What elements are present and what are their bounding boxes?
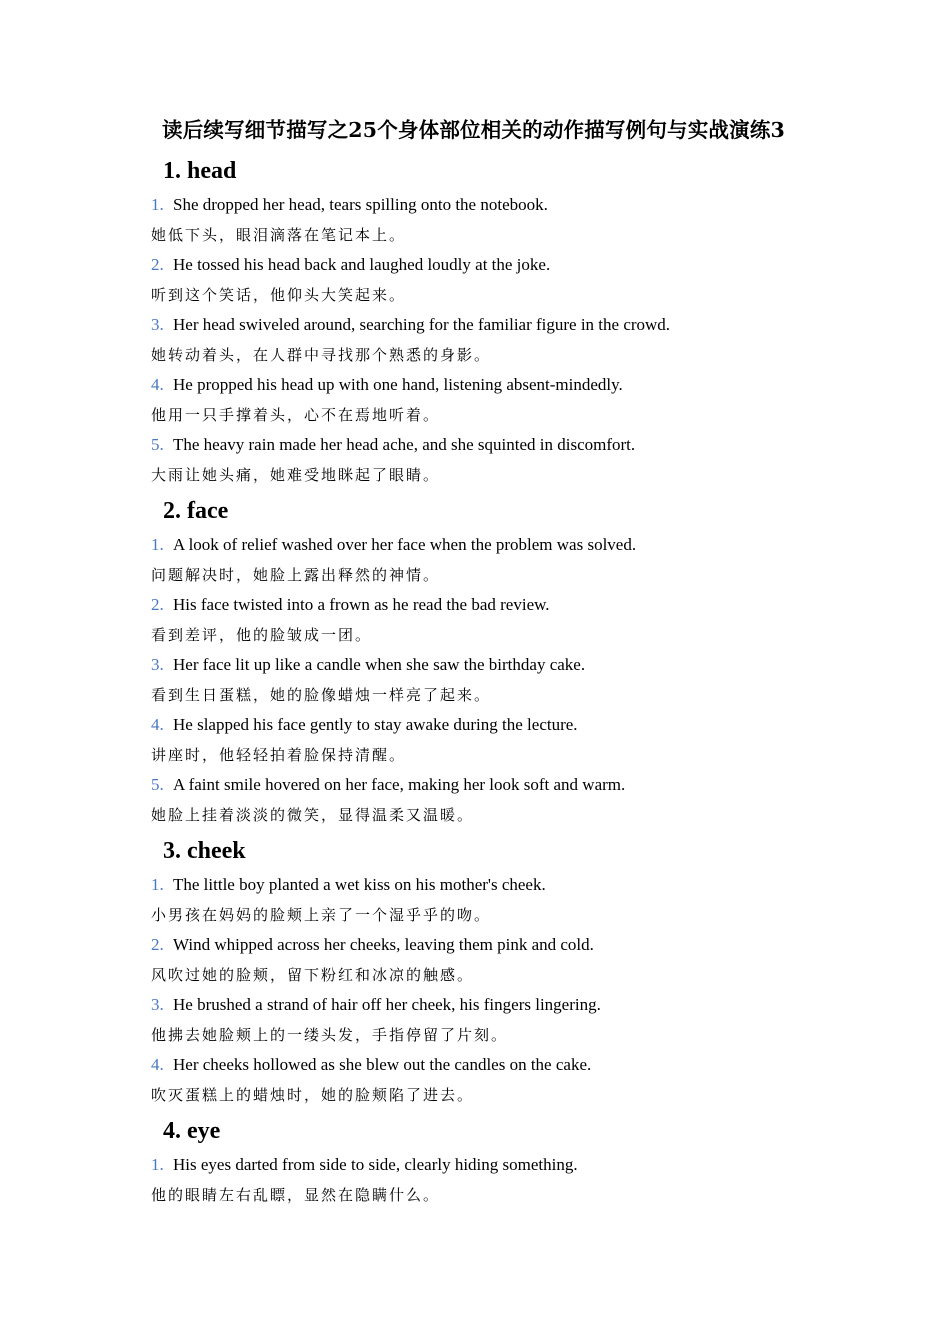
example-item [0,870,950,930]
item-number: 3. [151,315,164,334]
english-sentence: His face twisted into a frown as he read the bad review. [173,595,550,614]
example-item [0,590,950,650]
english-sentence: The heavy rain made her head ache, and she squinted in discomfort. [173,435,636,454]
example-item [0,1150,950,1210]
english-sentence: He propped his head up with one hand, listening absent-mindedly. [173,375,623,394]
chinese-translation: 大雨让她头痛，她难受地眯起了眼睛。 [151,466,441,484]
example-item [0,930,950,990]
section-heading: 4. eye [163,1118,221,1144]
example-item [0,710,950,770]
chinese-translation: 看到生日蛋糕，她的脸像蜡烛一样亮了起来。 [151,686,492,704]
chinese-translation: 讲座时，他轻轻拍着脸保持清醒。 [151,746,407,764]
item-number: 5. [151,435,164,454]
english-sentence: Her face lit up like a candle when she saw the birthday cake. [173,655,586,674]
chinese-translation: 他用一只手撑着头，心不在焉地听着。 [151,406,441,424]
example-item [0,190,950,250]
document-body [0,152,950,1212]
item-number: 1. [151,875,164,894]
item-number: 2. [151,595,164,614]
item-number: 4. [151,375,164,394]
english-sentence: He slapped his face gently to stay awake during the lecture. [173,715,578,734]
example-item [0,430,950,490]
chinese-translation: 看到差评，他的脸皱成一团。 [151,626,373,644]
example-item [0,370,950,430]
example-item [0,990,950,1050]
english-sentence: Her cheeks hollowed as she blew out the candles on the cake. [173,1055,592,1074]
english-sentence: A look of relief washed over her face when the problem was solved. [173,535,637,554]
section-heading: 1. head [163,158,237,184]
chinese-translation: 问题解决时，她脸上露出释然的神情。 [151,566,441,584]
chinese-translation: 她低下头，眼泪滴落在笔记本上。 [151,226,407,244]
section-face [0,492,950,830]
chinese-translation: 她脸上挂着淡淡的微笑，显得温柔又温暖。 [151,806,475,824]
chinese-translation: 吹灭蛋糕上的蜡烛时，她的脸颊陷了进去。 [151,1086,475,1104]
example-item [0,530,950,590]
chinese-translation: 听到这个笑话，他仰头大笑起来。 [151,286,407,304]
english-sentence: He tossed his head back and laughed loudly at the joke. [173,255,551,274]
section-cheek [0,832,950,1110]
chinese-translation: 他的眼睛左右乱瞟，显然在隐瞒什么。 [151,1186,441,1204]
example-item [0,1050,950,1110]
english-sentence: His eyes darted from side to side, clearly hiding something. [173,1155,578,1174]
item-number: 4. [151,715,164,734]
example-item [0,650,950,710]
item-number: 2. [151,255,164,274]
chinese-translation: 风吹过她的脸颊，留下粉红和冰凉的触感。 [151,966,475,984]
section-eye [0,1112,950,1210]
item-number: 3. [151,655,164,674]
chinese-translation: 她转动着头，在人群中寻找那个熟悉的身影。 [151,346,492,364]
english-sentence: The little boy planted a wet kiss on his mother's cheek. [173,875,546,894]
english-sentence: A faint smile hovered on her face, making her look soft and warm. [173,775,626,794]
section-heading: 3. cheek [163,838,246,864]
chinese-translation: 小男孩在妈妈的脸颊上亲了一个湿乎乎的吻。 [151,906,492,924]
english-sentence: She dropped her head, tears spilling onto the notebook. [173,195,548,214]
example-item [0,770,950,830]
item-number: 3. [151,995,164,1014]
english-sentence: Wind whipped across her cheeks, leaving them pink and cold. [173,935,594,954]
example-item [0,310,950,370]
english-sentence: Her head swiveled around, searching for the familiar figure in the crowd. [173,315,671,334]
chinese-translation: 他拂去她脸颊上的一缕头发，手指停留了片刻。 [151,1026,509,1044]
section-heading: 2. face [163,498,229,524]
item-number: 5. [151,775,164,794]
item-number: 4. [151,1055,164,1074]
item-number: 1. [151,1155,164,1174]
document-title: 读后续写细节描写之25个身体部位相关的动作描写例句与实战演练3 [162,118,785,142]
item-number: 1. [151,195,164,214]
section-head [0,152,950,490]
english-sentence: He brushed a strand of hair off her cheek, his fingers lingering. [173,995,601,1014]
example-item [0,250,950,310]
item-number: 1. [151,535,164,554]
item-number: 2. [151,935,164,954]
